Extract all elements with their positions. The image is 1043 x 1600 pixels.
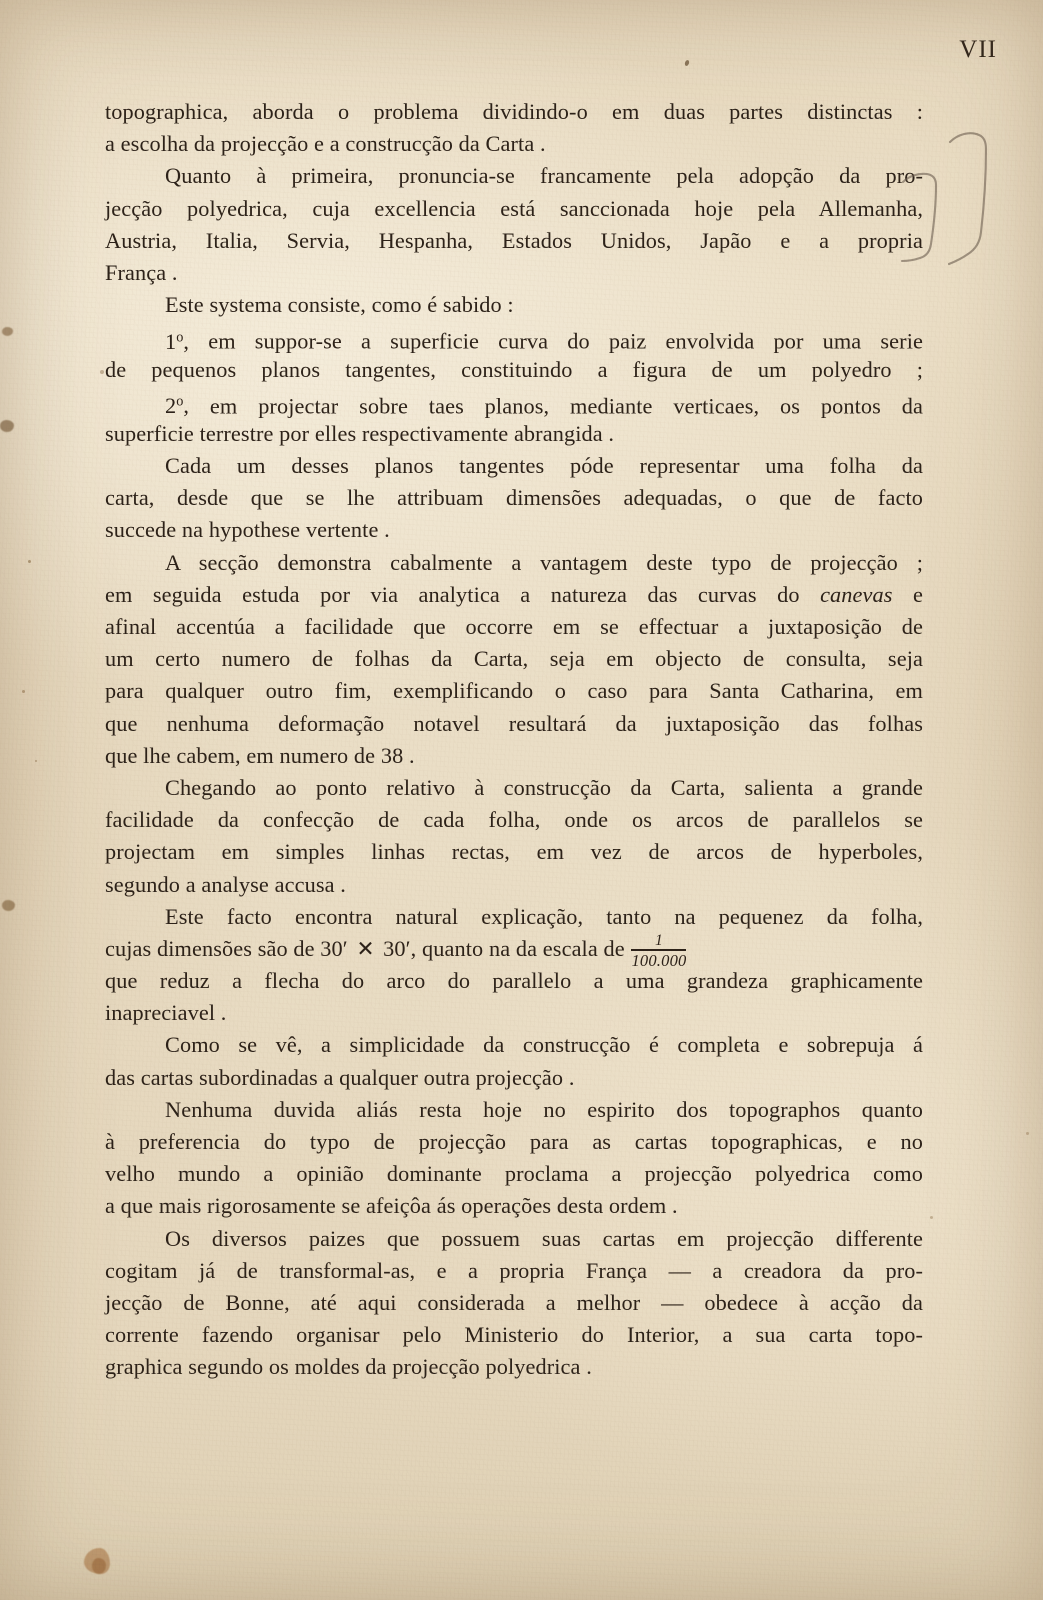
text-line: projectam em simples linhas rectas, em vez de arcos de hyperboles,: [105, 839, 923, 865]
text-line: Chegando ao ponto relativo à construcção da Carta, salienta a grande: [165, 774, 923, 800]
text-line: afinal accentúa a facilidade que occorre em se effectuar a juxtaposição de: [105, 614, 923, 639]
text-line: graphica segundo os moldes da projecção polyedrica .: [105, 1354, 592, 1380]
scale-fraction: [631, 933, 686, 969]
foxing-speck: [35, 760, 37, 762]
fraction-denominator: 100.000: [631, 950, 687, 970]
text-line: Este facto encontra natural explicação, tanto na pequenez da folha,: [165, 903, 923, 929]
text-line: Como se vê, a simplicidade da construcção é completa e sobrepuja á: [165, 1032, 923, 1058]
text-line: das cartas subordinadas a qualquer outra projecção .: [105, 1064, 575, 1090]
text-line: Os diversos paizes que possuem suas cartas em projecção differente: [165, 1225, 923, 1251]
italic-term-canevas: canevas: [820, 581, 893, 607]
text-line: segundo a analyse accusa .: [105, 871, 346, 897]
ordinal-marker: 2$^o$,: [165, 393, 190, 419]
ink-speck: [684, 59, 690, 66]
text-line-ordinal-2: [105, 386, 923, 418]
text-line: de pequenos planos tangentes, constituindo a figura de um polyedro ;: [105, 356, 923, 382]
text-line: topographica, aborda o problema dividindo-o em duas partes distinctas :: [105, 99, 923, 124]
text-line: a escolha da projecção e a construcção da Carta .: [105, 131, 546, 157]
ordinal-line-rest: em projectar sobre taes planos, mediante verticaes, os pontos da: [189, 393, 923, 419]
text-line-with-fraction: [105, 932, 923, 970]
foxing-speck: [22, 690, 25, 693]
text-line: a que mais rigorosamente se afeiçôa ás operações desta ordem .: [105, 1193, 678, 1219]
text-line-ordinal-1: [105, 321, 923, 353]
text-line: Austria, Italia, Servia, Hespanha, Estados Unidos, Japão e a propria: [105, 227, 923, 253]
body-text: [105, 96, 923, 1384]
foxing-speck: [2, 327, 13, 336]
page-speck: [1026, 1132, 1029, 1135]
text-line: jecção polyedrica, cuja excellencia está sanccionada hoje pela Allemanha,: [105, 195, 923, 221]
text-line-with-italic: [105, 579, 923, 611]
text-line: jecção de Bonne, até aqui considerada a melhor — obedece à acção da: [105, 1289, 923, 1315]
line-lead: em seguida estuda por via analytica a natureza das curvas do: [105, 581, 821, 607]
multiplication-sign: ✕: [356, 936, 375, 961]
text-line: para qualquer outro fim, exemplificando o caso para Santa Catharina, em: [105, 678, 923, 704]
ordinal-marker: 1$^o$,: [165, 328, 190, 354]
pencil-bracket-outer-icon: [948, 128, 1028, 288]
text-line: França .: [105, 259, 178, 285]
text-line: Nenhuma duvida aliás resta hoje no espirito dos topographos quanto: [165, 1096, 923, 1122]
text-line: Cada um desses planos tangentes póde representar uma folha da: [165, 453, 923, 479]
text-line: facilidade da confecção de cada folha, onde os arcos de parallelos se: [105, 807, 923, 833]
page-number: VII: [959, 36, 997, 63]
text-line: Este systema consiste, como é sabido :: [165, 292, 514, 318]
text-line: à preferencia do typo de projecção para as cartas topographicas, e no: [105, 1129, 923, 1154]
ordinal-line-rest: em suppor-se a superficie curva do paiz envolvida por uma serie: [189, 328, 923, 354]
page-speck: [100, 370, 104, 374]
line-tail: e: [892, 581, 924, 607]
text-line: corrente fazendo organisar pelo Ministerio do Interior, a sua carta topo-: [105, 1322, 923, 1348]
foxing-stain: [84, 1548, 110, 1574]
line-mid: 30′, quanto na da escala de: [377, 935, 631, 961]
text-line: succede na hypothese vertente .: [105, 517, 390, 543]
foxing-speck: [2, 900, 15, 911]
text-line: um certo numero de folhas da Carta, seja em objecto de consulta, seja: [105, 646, 923, 672]
foxing-speck: [0, 420, 14, 432]
text-line: que reduz a flecha do arco do parallelo a uma grandeza graphicamente: [105, 968, 923, 994]
text-line: que lhe cabem, em numero de 38 .: [105, 742, 415, 768]
text-line: cogitam já de transformal-as, e a propria França — a creadora da pro-: [105, 1257, 923, 1283]
text-line: Quanto à primeira, pronuncia-se francamente pela adopção da pro-: [165, 163, 923, 189]
line-lead: cujas dimensões são de 30′: [105, 935, 354, 961]
text-line: velho mundo a opinião dominante proclama a projecção polyedrica como: [105, 1161, 923, 1187]
text-line: A secção demonstra cabalmente a vantagem deste typo de projecção ;: [165, 549, 923, 575]
fraction-numerator: 1: [655, 932, 663, 950]
text-line: inapreciavel .: [105, 1000, 227, 1026]
text-line: superficie terrestre por elles respectivamente abrangida .: [105, 420, 615, 446]
foxing-speck: [28, 560, 31, 563]
text-line: carta, desde que se lhe attribuam dimensões adequadas, o que de facto: [105, 485, 923, 511]
text-line: que nenhuma deformação notavel resultará da juxtaposição das folhas: [105, 710, 923, 736]
page-speck: [930, 1216, 933, 1219]
foxing-stain: [92, 1558, 106, 1574]
